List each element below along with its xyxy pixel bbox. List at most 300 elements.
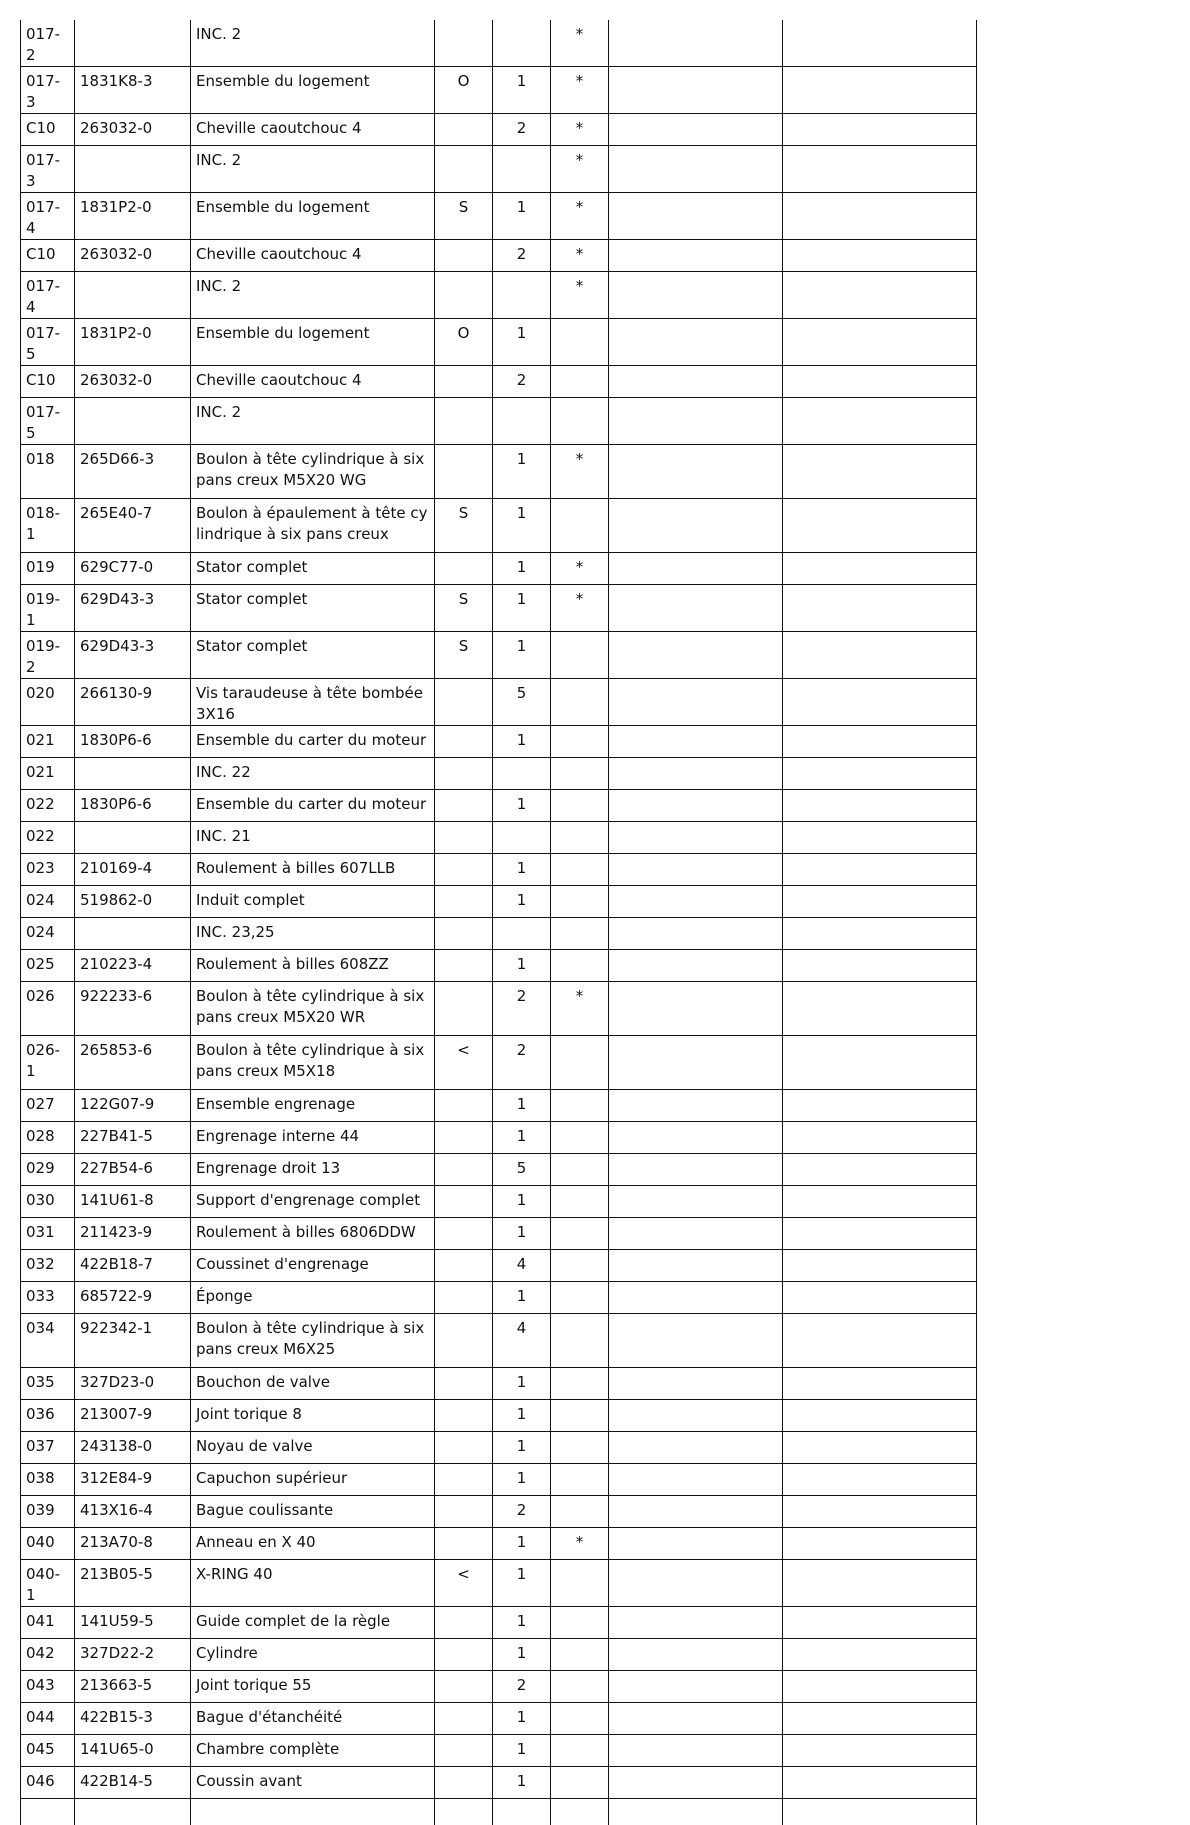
item-number-cell: 028 (21, 1122, 75, 1154)
empty-cell (783, 950, 977, 982)
note-cell: * (551, 240, 609, 272)
part-number-cell: 265E40-7 (75, 499, 191, 553)
empty-cell (609, 1368, 783, 1400)
note-cell: * (551, 585, 609, 632)
quantity-cell: 1 (493, 632, 551, 679)
table-row (21, 1528, 977, 1560)
note-cell (551, 1703, 609, 1735)
empty-cell (783, 679, 977, 726)
spec-cell: O (435, 67, 493, 114)
empty-cell (783, 114, 977, 146)
item-number-cell: 017-3 (21, 67, 75, 114)
empty-cell (783, 822, 977, 854)
quantity-cell: 1 (493, 1432, 551, 1464)
description-cell: Stator complet (191, 585, 435, 632)
note-cell: * (551, 67, 609, 114)
spec-cell (435, 1154, 493, 1186)
part-number-cell: 312E84-9 (75, 1464, 191, 1496)
item-number-cell: 024 (21, 918, 75, 950)
part-number-cell: 422B14-5 (75, 1767, 191, 1799)
note-cell: * (551, 193, 609, 240)
empty-cell (783, 1671, 977, 1703)
empty-cell (609, 1218, 783, 1250)
table-row (21, 1154, 977, 1186)
part-number-cell (75, 822, 191, 854)
table-row (21, 1496, 977, 1528)
table-row (21, 1218, 977, 1250)
description-cell: Stator complet (191, 553, 435, 585)
description-cell: Cheville caoutchouc 4 (191, 240, 435, 272)
quantity-cell: 1 (493, 1767, 551, 1799)
description-cell: Stator complet (191, 632, 435, 679)
description-cell: Boulon à tête cylindrique à six pans creux M5X20 WG (191, 445, 435, 499)
item-number-cell: 025 (21, 950, 75, 982)
description-cell: Chambre complète (191, 1735, 435, 1767)
note-cell (551, 1314, 609, 1368)
spec-cell (435, 445, 493, 499)
empty-cell (609, 585, 783, 632)
quantity-cell: 1 (493, 499, 551, 553)
description-cell: Cheville caoutchouc 4 (191, 114, 435, 146)
part-number-cell: 263032-0 (75, 114, 191, 146)
quantity-cell (493, 398, 551, 445)
empty-cell (783, 1036, 977, 1090)
empty-cell (609, 319, 783, 366)
spec-cell (435, 982, 493, 1036)
part-number-cell: 1831P2-0 (75, 193, 191, 240)
spec-cell (435, 950, 493, 982)
spec-cell (435, 1639, 493, 1671)
table-row (21, 1400, 977, 1432)
empty-cell (609, 499, 783, 553)
part-number-cell: 685722-9 (75, 1282, 191, 1314)
table-row (21, 1607, 977, 1639)
empty-cell (783, 1282, 977, 1314)
part-number-cell: 422B15-3 (75, 1703, 191, 1735)
part-number-cell: 211423-9 (75, 1218, 191, 1250)
table-row (21, 982, 977, 1036)
note-cell: * (551, 982, 609, 1036)
note-cell (551, 790, 609, 822)
table-row (21, 366, 977, 398)
empty-cell (609, 1282, 783, 1314)
table-row (21, 758, 977, 790)
empty-cell (191, 1799, 435, 1825)
item-number-cell: 021 (21, 758, 75, 790)
table-row (21, 1282, 977, 1314)
table-row (21, 918, 977, 950)
spec-cell (435, 918, 493, 950)
item-number-cell: 023 (21, 854, 75, 886)
spec-cell (435, 1122, 493, 1154)
spec-cell (435, 886, 493, 918)
description-cell: Boulon à tête cylindrique à six pans creux M6X25 (191, 1314, 435, 1368)
quantity-cell: 1 (493, 1186, 551, 1218)
spec-cell (435, 20, 493, 67)
item-number-cell: 040 (21, 1528, 75, 1560)
table-row (21, 950, 977, 982)
item-number-cell: 017-4 (21, 272, 75, 319)
part-number-cell: 422B18-7 (75, 1250, 191, 1282)
part-number-cell: 519862-0 (75, 886, 191, 918)
item-number-cell: 022 (21, 822, 75, 854)
table-row (21, 1090, 977, 1122)
description-cell: Roulement à billes 608ZZ (191, 950, 435, 982)
spec-cell (435, 1250, 493, 1282)
note-cell (551, 1767, 609, 1799)
item-number-cell: 033 (21, 1282, 75, 1314)
item-number-cell: C10 (21, 240, 75, 272)
note-cell: * (551, 272, 609, 319)
empty-cell (609, 1528, 783, 1560)
note-cell (551, 319, 609, 366)
item-number-cell: 046 (21, 1767, 75, 1799)
quantity-cell: 5 (493, 679, 551, 726)
empty-cell (783, 632, 977, 679)
spec-cell (435, 272, 493, 319)
part-number-cell: 213B05-5 (75, 1560, 191, 1607)
item-number-cell: 030 (21, 1186, 75, 1218)
description-cell: Bague coulissante (191, 1496, 435, 1528)
quantity-cell: 2 (493, 366, 551, 398)
table-row (21, 1036, 977, 1090)
empty-cell (783, 1799, 977, 1825)
note-cell (551, 918, 609, 950)
quantity-cell: 1 (493, 790, 551, 822)
empty-cell (435, 1799, 493, 1825)
table-row (21, 146, 977, 193)
item-number-cell: 017-5 (21, 398, 75, 445)
spec-cell (435, 1671, 493, 1703)
spec-cell (435, 114, 493, 146)
spec-cell (435, 1218, 493, 1250)
quantity-cell: 1 (493, 886, 551, 918)
table-row (21, 1671, 977, 1703)
spec-cell (435, 553, 493, 585)
empty-cell (609, 1036, 783, 1090)
quantity-cell: 1 (493, 1218, 551, 1250)
note-cell: * (551, 146, 609, 193)
description-cell: Coussinet d'engrenage (191, 1250, 435, 1282)
note-cell (551, 366, 609, 398)
item-number-cell: 026 (21, 982, 75, 1036)
item-number-cell: 034 (21, 1314, 75, 1368)
item-number-cell: 040-1 (21, 1560, 75, 1607)
empty-cell (493, 1799, 551, 1825)
empty-cell (783, 398, 977, 445)
quantity-cell (493, 20, 551, 67)
table-row (21, 1314, 977, 1368)
item-number-cell: 019-1 (21, 585, 75, 632)
empty-cell (783, 1560, 977, 1607)
item-number-cell: 041 (21, 1607, 75, 1639)
table-row (21, 1735, 977, 1767)
description-cell: Induit complet (191, 886, 435, 918)
spec-cell (435, 1432, 493, 1464)
quantity-cell: 4 (493, 1314, 551, 1368)
empty-cell (609, 445, 783, 499)
empty-cell (609, 1400, 783, 1432)
quantity-cell: 5 (493, 1154, 551, 1186)
parts-table (20, 20, 977, 1825)
quantity-cell: 1 (493, 1735, 551, 1767)
note-cell: * (551, 445, 609, 499)
empty-cell (609, 1799, 783, 1825)
spec-cell (435, 146, 493, 193)
empty-cell (609, 1496, 783, 1528)
description-cell: Guide complet de la règle (191, 1607, 435, 1639)
quantity-cell: 1 (493, 1400, 551, 1432)
item-number-cell: 021 (21, 726, 75, 758)
item-number-cell: 029 (21, 1154, 75, 1186)
empty-cell (783, 1122, 977, 1154)
empty-cell (609, 822, 783, 854)
empty-cell (783, 918, 977, 950)
description-cell: Roulement à billes 607LLB (191, 854, 435, 886)
part-number-cell: 213007-9 (75, 1400, 191, 1432)
table-row (21, 790, 977, 822)
empty-cell (609, 632, 783, 679)
item-number-cell: 031 (21, 1218, 75, 1250)
empty-cell (783, 1368, 977, 1400)
description-cell: Coussin avant (191, 1767, 435, 1799)
empty-cell (783, 366, 977, 398)
quantity-cell: 2 (493, 982, 551, 1036)
empty-cell (609, 1703, 783, 1735)
part-number-cell: 1830P6-6 (75, 790, 191, 822)
description-cell: Engrenage interne 44 (191, 1122, 435, 1154)
spec-cell (435, 790, 493, 822)
table-row (21, 1767, 977, 1799)
part-number-cell: 413X16-4 (75, 1496, 191, 1528)
description-cell: INC. 2 (191, 272, 435, 319)
empty-cell (783, 1186, 977, 1218)
part-number-cell: 327D22-2 (75, 1639, 191, 1671)
quantity-cell: 2 (493, 1671, 551, 1703)
empty-cell (783, 1767, 977, 1799)
quantity-cell: 2 (493, 1496, 551, 1528)
part-number-cell (75, 272, 191, 319)
quantity-cell: 1 (493, 585, 551, 632)
empty-cell (783, 1735, 977, 1767)
item-number-cell: 018 (21, 445, 75, 499)
part-number-cell: 1831P2-0 (75, 319, 191, 366)
description-cell: Bague d'étanchéité (191, 1703, 435, 1735)
item-number-cell: 022 (21, 790, 75, 822)
part-number-cell: 213663-5 (75, 1671, 191, 1703)
empty-cell (609, 1464, 783, 1496)
note-cell (551, 1250, 609, 1282)
description-cell: Noyau de valve (191, 1432, 435, 1464)
empty-cell (783, 982, 977, 1036)
spec-cell (435, 398, 493, 445)
quantity-cell (493, 758, 551, 790)
quantity-cell: 2 (493, 240, 551, 272)
note-cell: * (551, 20, 609, 67)
quantity-cell: 4 (493, 1250, 551, 1282)
description-cell: Ensemble du carter du moteur (191, 726, 435, 758)
table-row (21, 67, 977, 114)
note-cell (551, 1432, 609, 1464)
table-row (21, 272, 977, 319)
empty-cell (783, 445, 977, 499)
description-cell: Boulon à tête cylindrique à six pans creux M5X20 WR (191, 982, 435, 1036)
description-cell: Support d'engrenage complet (191, 1186, 435, 1218)
item-number-cell: 027 (21, 1090, 75, 1122)
note-cell (551, 1560, 609, 1607)
spec-cell: S (435, 632, 493, 679)
empty-cell (783, 553, 977, 585)
part-number-cell: 213A70-8 (75, 1528, 191, 1560)
note-cell (551, 1607, 609, 1639)
note-cell (551, 1671, 609, 1703)
empty-cell (783, 1400, 977, 1432)
spec-cell (435, 1703, 493, 1735)
quantity-cell: 1 (493, 445, 551, 499)
description-cell: Joint torique 8 (191, 1400, 435, 1432)
quantity-cell (493, 822, 551, 854)
table-row (21, 1639, 977, 1671)
note-cell (551, 886, 609, 918)
empty-cell (75, 1799, 191, 1825)
description-cell: Capuchon supérieur (191, 1464, 435, 1496)
table-row (21, 114, 977, 146)
item-number-cell: 026-1 (21, 1036, 75, 1090)
description-cell: Ensemble du carter du moteur (191, 790, 435, 822)
empty-cell (783, 67, 977, 114)
table-row-empty (21, 1799, 977, 1825)
empty-cell (609, 1607, 783, 1639)
item-number-cell: 024 (21, 886, 75, 918)
part-number-cell: 266130-9 (75, 679, 191, 726)
empty-cell (609, 758, 783, 790)
empty-cell (783, 726, 977, 758)
item-number-cell: 035 (21, 1368, 75, 1400)
table-row (21, 726, 977, 758)
part-number-cell (75, 918, 191, 950)
part-number-cell: 327D23-0 (75, 1368, 191, 1400)
part-number-cell: 227B54-6 (75, 1154, 191, 1186)
table-row (21, 1432, 977, 1464)
item-number-cell: 019 (21, 553, 75, 585)
part-number-cell (75, 758, 191, 790)
empty-cell (783, 272, 977, 319)
table-row (21, 585, 977, 632)
empty-cell (609, 982, 783, 1036)
empty-cell (609, 240, 783, 272)
note-cell (551, 1218, 609, 1250)
spec-cell (435, 1464, 493, 1496)
description-cell: Éponge (191, 1282, 435, 1314)
empty-cell (783, 193, 977, 240)
quantity-cell: 1 (493, 854, 551, 886)
empty-cell (783, 1314, 977, 1368)
empty-cell (609, 950, 783, 982)
item-number-cell: 020 (21, 679, 75, 726)
spec-cell: S (435, 193, 493, 240)
empty-cell (609, 1250, 783, 1282)
empty-cell (783, 319, 977, 366)
item-number-cell: 042 (21, 1639, 75, 1671)
quantity-cell (493, 918, 551, 950)
spec-cell: S (435, 499, 493, 553)
note-cell (551, 1122, 609, 1154)
quantity-cell: 1 (493, 1639, 551, 1671)
spec-cell: < (435, 1036, 493, 1090)
table-row (21, 1703, 977, 1735)
description-cell: INC. 23,25 (191, 918, 435, 950)
note-cell (551, 726, 609, 758)
part-number-cell: 629D43-3 (75, 585, 191, 632)
note-cell (551, 1036, 609, 1090)
part-number-cell: 265D66-3 (75, 445, 191, 499)
quantity-cell: 1 (493, 67, 551, 114)
quantity-cell: 1 (493, 1528, 551, 1560)
description-cell: Boulon à tête cylindrique à six pans creux M5X18 (191, 1036, 435, 1090)
table-row (21, 20, 977, 67)
part-number-cell: 265853-6 (75, 1036, 191, 1090)
empty-cell (609, 553, 783, 585)
description-cell: INC. 2 (191, 146, 435, 193)
spec-cell (435, 1528, 493, 1560)
item-number-cell: 018-1 (21, 499, 75, 553)
note-cell (551, 1400, 609, 1432)
empty-cell (609, 114, 783, 146)
note-cell (551, 679, 609, 726)
quantity-cell: 1 (493, 1368, 551, 1400)
empty-cell (609, 398, 783, 445)
table-row (21, 445, 977, 499)
part-number-cell: 629C77-0 (75, 553, 191, 585)
item-number-cell: 032 (21, 1250, 75, 1282)
quantity-cell: 1 (493, 1607, 551, 1639)
table-row (21, 1186, 977, 1218)
description-cell: Joint torique 55 (191, 1671, 435, 1703)
description-cell: Boulon à épaulement à tête cylindrique à six pans creux (191, 499, 435, 553)
empty-cell (609, 886, 783, 918)
empty-cell (609, 1671, 783, 1703)
quantity-cell: 1 (493, 1090, 551, 1122)
empty-cell (783, 1090, 977, 1122)
part-number-cell: 629D43-3 (75, 632, 191, 679)
table-row (21, 319, 977, 366)
note-cell (551, 398, 609, 445)
note-cell (551, 822, 609, 854)
quantity-cell: 1 (493, 319, 551, 366)
item-number-cell: 038 (21, 1464, 75, 1496)
empty-cell (609, 1122, 783, 1154)
empty-cell (609, 918, 783, 950)
quantity-cell: 1 (493, 553, 551, 585)
empty-cell (609, 366, 783, 398)
note-cell (551, 499, 609, 553)
empty-cell (783, 1639, 977, 1671)
empty-cell (609, 1090, 783, 1122)
quantity-cell: 1 (493, 1560, 551, 1607)
quantity-cell (493, 272, 551, 319)
table-row (21, 240, 977, 272)
note-cell (551, 1464, 609, 1496)
part-number-cell (75, 146, 191, 193)
description-cell: Engrenage droit 13 (191, 1154, 435, 1186)
empty-cell (783, 1154, 977, 1186)
spec-cell (435, 758, 493, 790)
empty-cell (783, 886, 977, 918)
note-cell (551, 1496, 609, 1528)
table-row (21, 1464, 977, 1496)
quantity-cell: 1 (493, 1282, 551, 1314)
empty-cell (609, 679, 783, 726)
